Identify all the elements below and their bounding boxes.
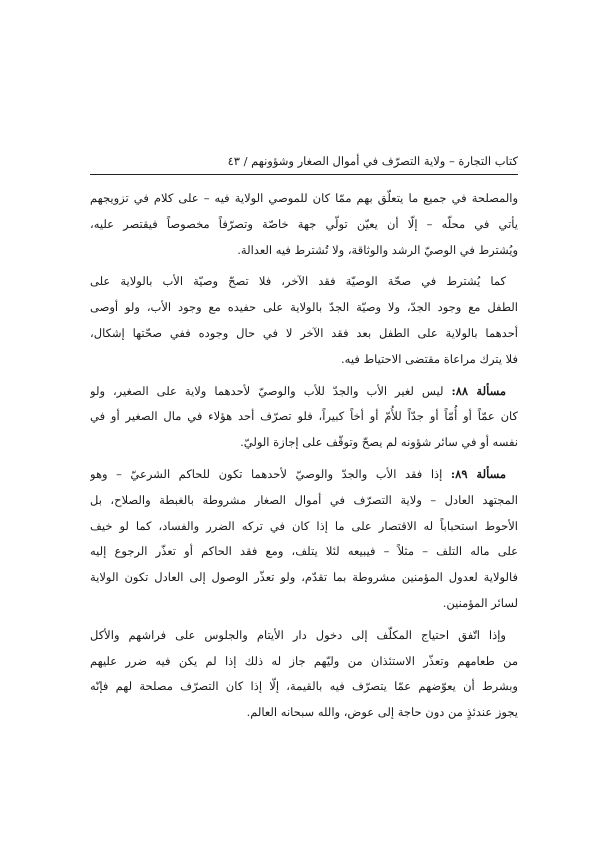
text-line-content: ليس لغير الأب والجدّ للأب والوصيّ لأحدهما ولاية على الصغير، ولو [90, 383, 444, 398]
text-line [90, 462, 518, 488]
text-line: يأتي في محلّه – إلّا أن يعيّن تولّي جهة خاصّة وتصرّفاً مخصوصاً فيقتصر عليه، [90, 216, 518, 231]
text-line: يجوز عندئذٍ من دون حاجة إلى عوض، والله سبحانه العالم. [246, 705, 518, 720]
paragraph-issue-89 [90, 462, 518, 617]
text-line: الأحوط استحباباً له الاقتصار على ما إذا كان في تركه الضرر والفساد، كما لو خيف [90, 518, 518, 533]
text-line-content: إذا فقد الأب والجدّ والوصيّ لأحدهما تكون للحاكم الشرعيّ – وهو [90, 466, 443, 481]
text-line: نفسه أو في سائر شؤونه لم يصحّ وتوقّف على إجازة الوليّ. [240, 435, 518, 450]
text-line: فلا يترك مراعاة مقتضى الاحتياط فيه. [341, 351, 518, 366]
issue-label: مسألة ٨٨: [451, 383, 507, 398]
text-line: وإذا اتّفق احتياج المكلّف إلى دخول دار الأيتام والجلوس على فراشهم والأكل [90, 627, 506, 642]
text-line: الطفل مع وجود الجدّ، ولا وصيّة الجدّ بالولاية على حفيده مع وجود الأب، ولو أوصى [90, 300, 518, 315]
text-line: لسائر المؤمنين. [442, 595, 518, 610]
text-line: ويُشترط في الوصيّ الرشد والوثاقة، ولا تُشترط فيه العدالة. [237, 242, 518, 257]
text-line: كما يُشترط في صحّة الوصيّة فقد الآخر، فلا تصحّ وصيّة الأب بالولاية على [90, 274, 506, 289]
running-header: كتاب التجارة – ولاية التصرّف في أموال الصغار وشؤونهم / ٤٣ [227, 154, 518, 168]
paragraph-will-validity [90, 269, 518, 372]
text-line: على ماله التلف – مثلاً – فيبيعه لئلا يتلف، ومع فقد الحاكم أو تعذّر الرجوع إليه [90, 544, 518, 559]
text-line: المجتهد العادل – ولاية التصرّف في أموال الصغار مشروطة بالغبطة والصلاح، بل [90, 492, 518, 507]
text-line: أحدهما بالولاية على الطفل بعد فقد الآخر لا في حال وجوده ففي صحّتها إشكال، [90, 325, 518, 340]
text-line: من طعامهم وتعذّر الاستئذان من وليّهم جاز له ذلك إذا لم يكن فيه ضرر عليهم [90, 653, 518, 668]
paragraph-guardian-conditions [90, 186, 518, 263]
text-line: فالولاية لعدول المؤمنين مشروطة بما تقدّم، ولو تعذّر الوصول إلى العادل تكون الولاية [90, 570, 518, 585]
text-line: والمصلحة في جميع ما يتعلّق بهم ممّا كان للموصي الولاية فيه – على كلام في تزويجهم [90, 191, 518, 205]
paragraph-issue-88 [90, 379, 518, 456]
text-line: كان عمّاً أو أُمّاً أو جدّاً للأُمّ أو أخاً كبيراً، فلو تصرّف أحد هؤلاء في مال الصغير أو في [90, 409, 518, 424]
text-line: وبشرط أن يعوّضهم عمّا يتصرّف فيه بالقيمة، إلّا إذا كان التصرّف مصلحة لهم فإنّه [90, 679, 518, 694]
text-line [90, 379, 518, 405]
issue-label: مسألة ٨٩: [450, 466, 506, 481]
paragraph-orphans-house [90, 623, 518, 726]
header-divider [90, 174, 518, 175]
page-body [90, 186, 518, 732]
